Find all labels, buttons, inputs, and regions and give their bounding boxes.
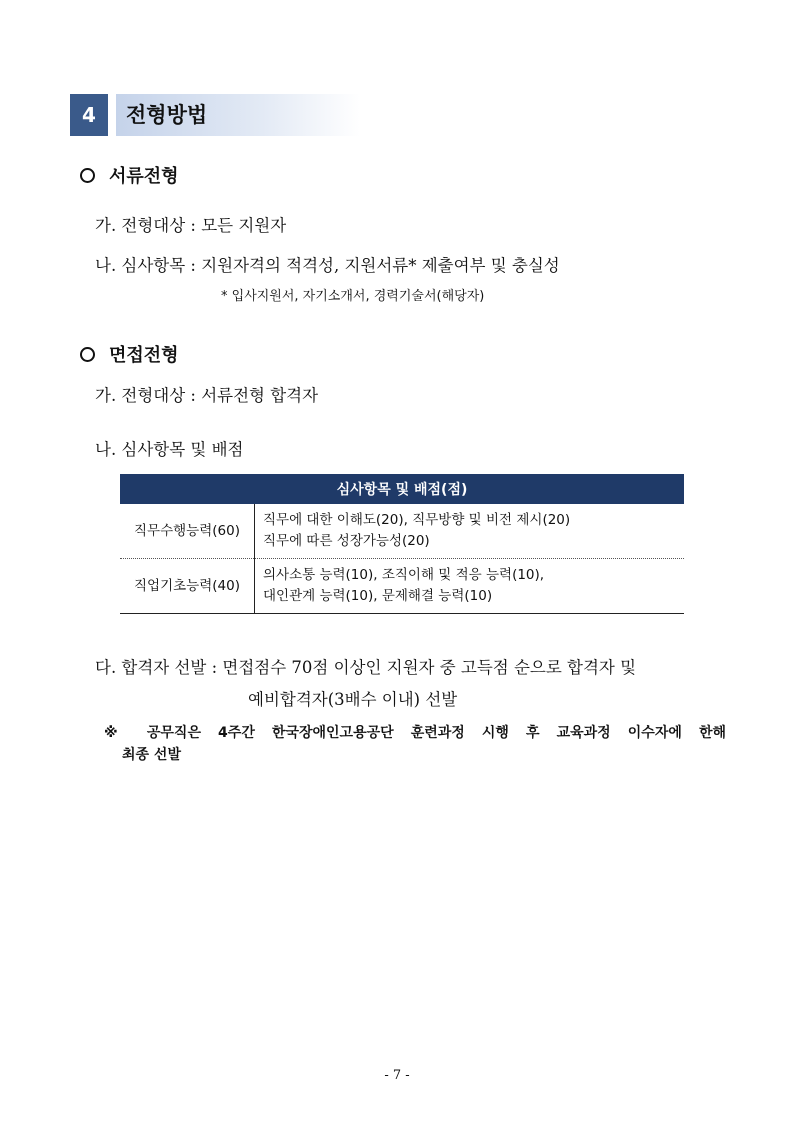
warning-line-2: 최종 선발 — [122, 747, 181, 763]
document-review-note: * 입사지원서, 자기소개서, 경력기술서(해당자) — [221, 289, 485, 304]
detail-line: 직무에 따른 성장가능성(20) — [263, 533, 430, 549]
section-number: 4 — [70, 94, 108, 136]
selection-line-2: 예비합격자(3배수 이내) 선발 — [248, 690, 458, 709]
table-cell-detail — [255, 559, 685, 614]
score-table-header: 심사항목 및 배점(점) — [120, 474, 684, 504]
document-review-target: 가. 전형대상 : 모든 지원자 — [95, 216, 287, 235]
detail-line: 직무에 대한 이해도(20), 직무방향 및 비전 제시(20) — [263, 512, 571, 528]
circle-bullet-icon — [80, 347, 95, 362]
circle-bullet-icon — [80, 168, 95, 183]
detail-line: 대인관계 능력(10), 문제해결 능력(10) — [263, 588, 493, 604]
section-header — [70, 94, 360, 136]
score-table — [120, 474, 684, 614]
section-title: 전형방법 — [126, 103, 208, 127]
document-review-items: 나. 심사항목 : 지원자격의 적격성, 지원서류* 제출여부 및 충실성 — [95, 256, 560, 275]
document-review-heading — [80, 162, 179, 188]
interview-target: 가. 전형대상 : 서류전형 합격자 — [95, 386, 319, 405]
detail-line: 의사소통 능력(10), 조직이해 및 적응 능력(10), — [263, 567, 545, 583]
interview-heading — [80, 341, 179, 367]
warning-line-1: ※ 공무직은 4주간 한국장애인고용공단 훈련과정 시행 후 교육과정 이수자에 한해 — [104, 725, 726, 741]
page-number: - 7 - — [384, 1068, 410, 1083]
table-row — [120, 559, 684, 614]
document-review-heading-text: 서류전형 — [109, 166, 179, 187]
table-cell-category: 직무수행능력(60) — [120, 504, 255, 559]
interview-items-label: 나. 심사항목 및 배점 — [95, 440, 244, 459]
table-cell-detail — [255, 504, 685, 559]
table-row — [120, 504, 684, 559]
interview-heading-text: 면접전형 — [109, 345, 179, 366]
selection-line-1: 다. 합격자 선발 : 면접점수 70점 이상인 지원자 중 고득점 순으로 합격자 및 — [95, 658, 637, 677]
table-cell-category: 직업기초능력(40) — [120, 559, 255, 614]
